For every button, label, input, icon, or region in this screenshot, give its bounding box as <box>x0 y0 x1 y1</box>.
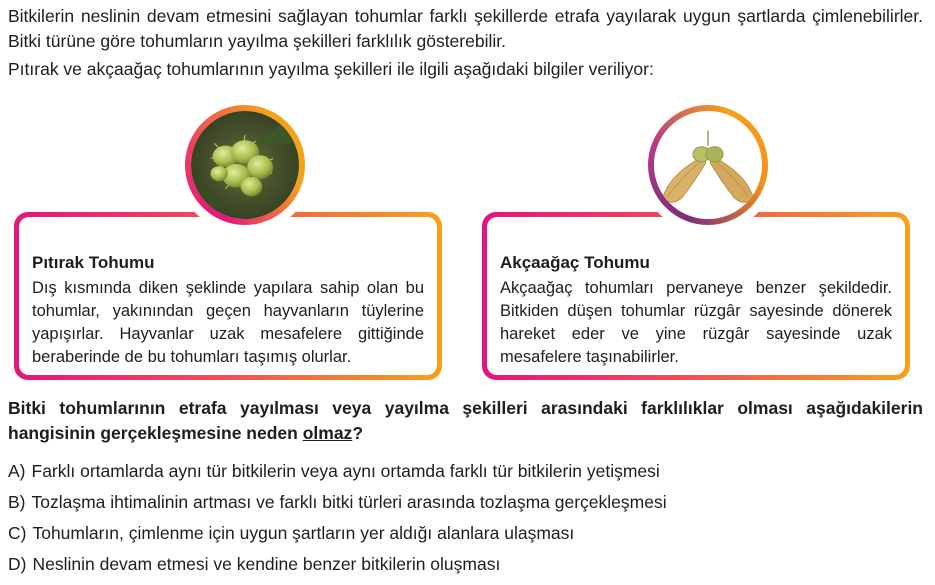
option-c[interactable] <box>8 521 667 552</box>
card-pitrak <box>14 212 442 380</box>
option-text: Neslinin devam etmesi ve kendine benzer bitkilerin oluşması <box>32 554 501 574</box>
card-pitrak-inner <box>19 217 437 375</box>
option-a[interactable] <box>8 459 667 490</box>
akcaagac-photo-frame <box>639 96 777 234</box>
option-text: Farklı ortamlarda aynı tür bitkilerin veya aynı ortamda farklı tür bitkilerin yetişmesi <box>31 461 660 481</box>
card-pitrak-title: Pıtırak Tohumu <box>32 253 155 272</box>
option-letter: B) <box>8 492 26 512</box>
option-letter: A) <box>8 461 26 481</box>
cocklebur-seed-photo <box>191 111 299 219</box>
option-text: Tozlaşma ihtimalinin artması ve farklı bitki türleri arasında tozlaşma gerçekleşmesi <box>31 492 667 512</box>
option-b[interactable] <box>8 490 667 521</box>
answer-options <box>8 459 667 583</box>
akcaagac-photo-ring <box>648 105 768 225</box>
card-akcaagac-body: Akçaağaç tohumları pervaneye benzer şekildedir. Bitkiden düşen tohumlar rüzgâr sayesinde dönerek hareket eder ve yine rüzgâr sayesinde uzak mesafelere taşınabilirler. <box>500 279 892 366</box>
option-d[interactable] <box>8 552 667 583</box>
card-akcaagac-inner <box>487 217 905 375</box>
maple-seed-photo <box>654 111 762 219</box>
question-text <box>8 396 923 446</box>
pitrak-photo-ring <box>185 105 305 225</box>
option-text: Tohumların, çimlenme için uygun şartların yer aldığı alanlara ulaşması <box>32 523 575 543</box>
question-underlined-word: olmaz <box>302 423 353 443</box>
intro-paragraph-2: Pıtırak ve akçaağaç tohumlarının yayılma şekilleri ile ilgili aşağıdaki bilgiler veriliyor: <box>8 59 654 79</box>
card-akcaagac-title: Akçaağaç Tohumu <box>500 253 650 272</box>
card-pitrak-body: Dış kısmında diken şeklinde yapılara sahip olan bu tohumlar, yakınından geçen hayvanların tüylerine yapışırlar. Hayvanlar uzak mesafelere gittiğinde beraberinde de bu tohumları taşımış olurlar. <box>32 279 424 366</box>
question-text-main: Bitki tohumlarının etrafa yayılması veya yayılma şekilleri arasındaki farklılıklar olması aşağıdakilerin hangisinin gerçekleşmesine neden <box>8 398 923 443</box>
card-akcaagac <box>482 212 910 380</box>
intro-text <box>8 4 923 82</box>
option-letter: C) <box>8 523 27 543</box>
intro-paragraph-1: Bitkilerin neslinin devam etmesini sağlayan tohumlar farklı şekillerde etrafa yayılarak uygun şartlarda çimlenebilirler. Bitki türüne göre tohumların yayılma şekilleri farklılık gösterebilir. <box>8 6 923 51</box>
option-letter: D) <box>8 554 27 574</box>
pitrak-photo-frame <box>176 96 314 234</box>
question-text-end: ? <box>352 423 364 443</box>
